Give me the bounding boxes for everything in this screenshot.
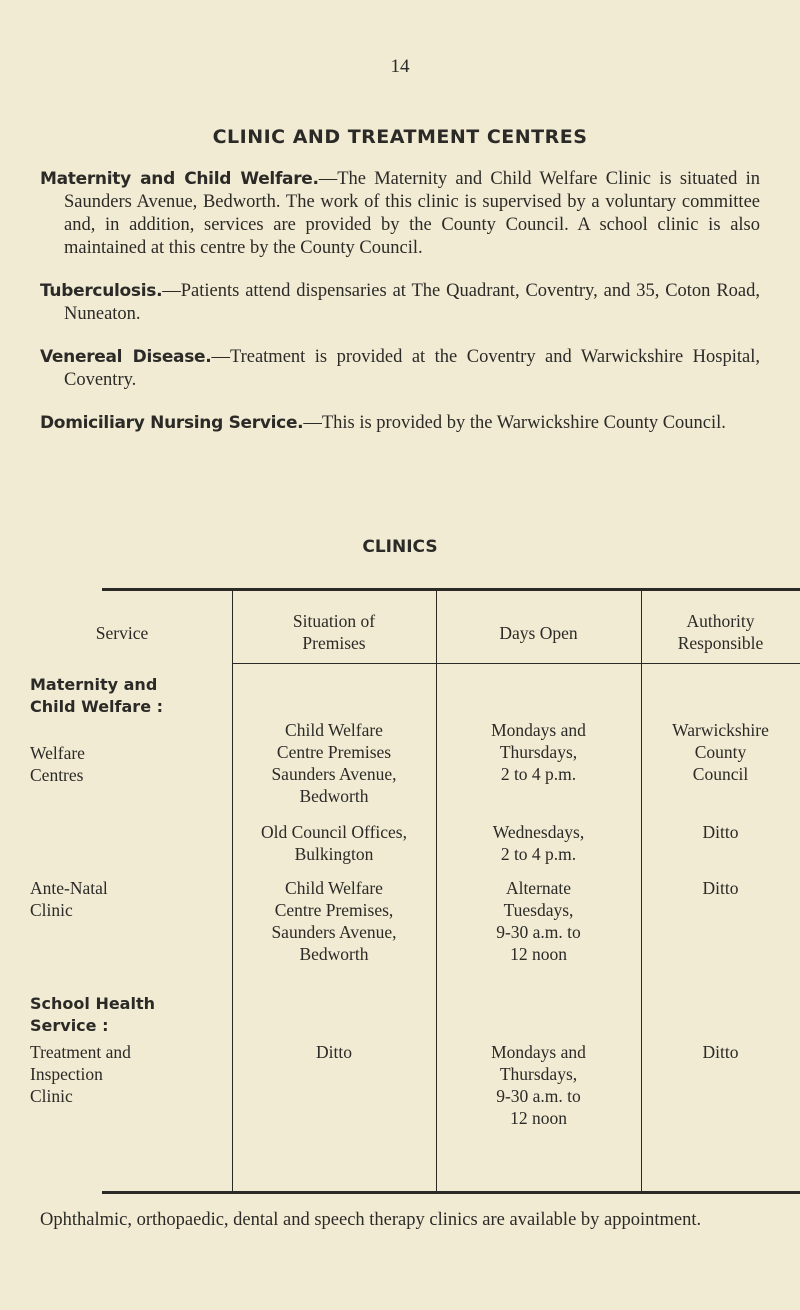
- cell-line: Child Welfare: [285, 878, 383, 898]
- cell-line: Ante-Natal: [30, 878, 108, 898]
- header-line: Responsible: [677, 633, 764, 653]
- header-line: Situation of: [292, 611, 376, 631]
- paragraph-lead: Domiciliary Nursing Service.: [40, 413, 304, 433]
- cell-line: Bedworth: [299, 786, 369, 806]
- header-days: Days Open: [499, 623, 578, 643]
- cell-service-antenatal: [30, 877, 230, 921]
- paragraph-lead: Venereal Disease.: [40, 347, 212, 367]
- header-rule: [232, 663, 436, 664]
- cell-line: Mondays and: [491, 720, 586, 740]
- cell-line: Wednesdays,: [492, 822, 585, 842]
- paragraph-lead: Tuberculosis.: [40, 281, 163, 301]
- section-label-line: Service :: [30, 1016, 109, 1035]
- cell-line: Tuesdays,: [503, 900, 574, 920]
- cell-line: Centre Premises,: [274, 900, 394, 920]
- paragraph-text: —This is provided by the Warwickshire County Council.: [303, 413, 726, 433]
- table-bottom-rule: [102, 1191, 800, 1194]
- paragraph-venereal: [40, 346, 760, 392]
- cell-line: Inspection: [30, 1064, 103, 1084]
- cell-service-welfare: [30, 742, 230, 786]
- cell-line: Bulkington: [294, 844, 374, 864]
- cell-line: Saunders Avenue,: [271, 922, 397, 942]
- cell-line: Thursdays,: [499, 742, 578, 762]
- page-number: 14: [390, 56, 410, 77]
- cell-line: Treatment and: [30, 1042, 131, 1062]
- cell-line: Bedworth: [299, 944, 369, 964]
- header-rule: [436, 663, 641, 664]
- paragraph-tuberculosis: [40, 280, 760, 326]
- cell-authority-antenatal: Ditto: [702, 878, 739, 898]
- header-line: Premises: [302, 633, 366, 653]
- cell-situation-welfare: [232, 719, 436, 807]
- cell-line: Centres: [30, 765, 84, 785]
- table-top-rule: [102, 588, 800, 591]
- cell-line: Thursdays,: [499, 1064, 578, 1084]
- cell-days-antenatal: [436, 877, 641, 965]
- cell-situation-antenatal: [232, 877, 436, 965]
- header-authority: [641, 610, 800, 654]
- paragraph-text: —The Maternity and Child Welfare Clinic is situated in Saunders Avenue, Bedworth. The work of this clinic is supervised by a voluntary committee and, in addition, services are provided by the County Council. A school clinic is also maintained at this centre by the County Council.: [64, 169, 761, 258]
- cell-service-school: [30, 1041, 235, 1107]
- cell-days-school: [436, 1041, 641, 1129]
- cell-line: 12 noon: [510, 1108, 567, 1128]
- cell-line: Alternate: [505, 878, 572, 898]
- cell-line: Warwickshire: [672, 720, 769, 740]
- section-label-school: [30, 993, 230, 1037]
- cell-line: 9-30 a.m. to: [496, 922, 581, 942]
- paragraph-text: —Treatment is provided at the Coventry and Warwickshire Hospital, Coventry.: [64, 347, 760, 390]
- cell-line: 2 to 4 p.m.: [500, 844, 577, 864]
- header-situation: [232, 610, 436, 654]
- clinics-table: [30, 588, 800, 1194]
- header-service: Service: [95, 623, 149, 643]
- cell-line: Child Welfare: [285, 720, 383, 740]
- header-rule: [641, 663, 800, 664]
- section-label-maternity: [30, 674, 230, 718]
- cell-line: Council: [692, 764, 749, 784]
- header-line: Authority: [686, 611, 755, 631]
- intro-paragraphs: [40, 168, 760, 455]
- cell-days-welfare: [436, 719, 641, 785]
- cell-line: Centre Premises: [276, 742, 392, 762]
- cell-line: Old Council Offices,: [261, 822, 407, 842]
- cell-line: County: [694, 742, 747, 762]
- page-title: CLINIC AND TREATMENT CENTRES: [212, 126, 588, 148]
- cell-situation-bulkington: [232, 821, 436, 865]
- cell-authority-school: Ditto: [702, 1042, 739, 1062]
- cell-line: Mondays and: [491, 1042, 586, 1062]
- cell-line: Clinic: [30, 1086, 73, 1106]
- cell-days-bulkington: [436, 821, 641, 865]
- clinics-heading: CLINICS: [362, 537, 438, 557]
- cell-authority-welfare: [641, 719, 800, 785]
- cell-line: 12 noon: [510, 944, 567, 964]
- section-label-line: Maternity and: [30, 675, 158, 694]
- footnote: Ophthalmic, orthopaedic, dental and speech therapy clinics are available by appointment.: [40, 1210, 702, 1230]
- paragraph-text: —Patients attend dispensaries at The Quadrant, Coventry, and 35, Coton Road, Nuneaton.: [64, 281, 760, 324]
- cell-line: Clinic: [30, 900, 73, 920]
- cell-line: Welfare: [30, 743, 85, 763]
- cell-line: 9-30 a.m. to: [496, 1086, 581, 1106]
- paragraph-nursing: [40, 412, 760, 435]
- cell-line: Saunders Avenue,: [271, 764, 397, 784]
- cell-line: 2 to 4 p.m.: [500, 764, 577, 784]
- cell-situation-school: Ditto: [316, 1042, 352, 1062]
- paragraph-lead: Maternity and Child Welfare.: [40, 169, 319, 189]
- paragraph-maternity: [40, 168, 760, 260]
- section-label-line: School Health: [30, 994, 155, 1013]
- cell-authority-bulkington: Ditto: [702, 822, 739, 842]
- section-label-line: Child Welfare :: [30, 697, 164, 716]
